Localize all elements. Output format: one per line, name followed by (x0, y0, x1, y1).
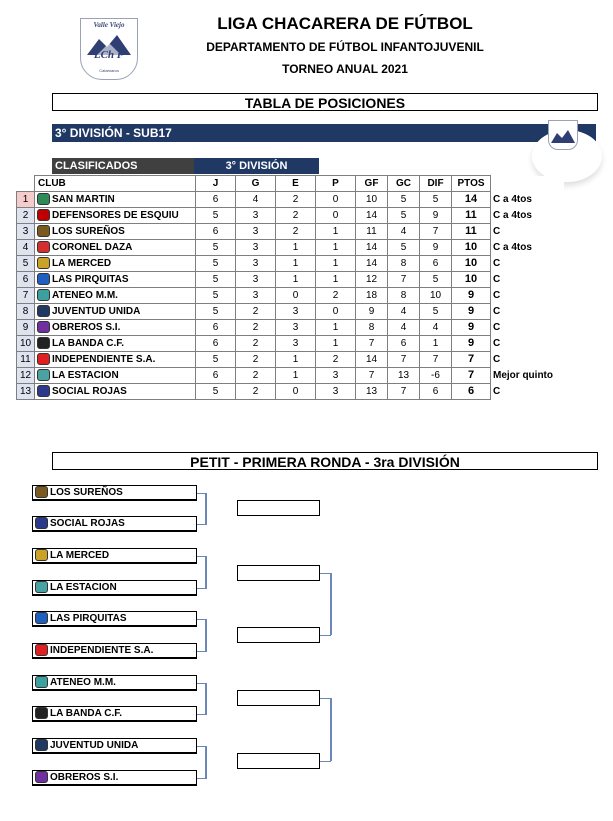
stat-pts: 10 (452, 240, 491, 256)
bracket-team-name: JUVENTUD UNIDA (50, 740, 139, 751)
stat-pts: 6 (452, 384, 491, 400)
bracket-connector (205, 493, 207, 524)
bracket-team-name: OBREROS S.I. (50, 772, 119, 783)
col-dif: DIF (420, 176, 452, 192)
bracket-connector (197, 714, 207, 715)
stat-g: 4 (236, 192, 276, 208)
team-crest-icon (35, 739, 48, 751)
stat-dif: 7 (420, 352, 452, 368)
bracket-connector (197, 493, 207, 494)
bracket-title: PETIT - PRIMERA RONDA - 3ra DIVISIÓN (52, 452, 598, 470)
bracket-team-name: LA BANDA C.F. (50, 708, 123, 719)
stat-e: 0 (276, 384, 316, 400)
club-cell (35, 320, 196, 336)
stat-dif: -6 (420, 368, 452, 384)
club-cell (35, 272, 196, 288)
bracket-team-name: LA MERCED (50, 550, 110, 561)
rank-cell: 7 (17, 288, 35, 304)
club-crest-icon (37, 225, 50, 237)
qualification-note: C a 4tos (493, 210, 532, 221)
club-cell (35, 384, 196, 400)
mountain-small-icon (549, 127, 577, 147)
club-cell (35, 192, 196, 208)
note-header (491, 176, 564, 192)
rank-header (17, 176, 35, 192)
stat-gc: 8 (388, 288, 420, 304)
bracket-team-slot (32, 485, 197, 501)
stat-pts: 7 (452, 352, 491, 368)
stat-p: 0 (316, 304, 356, 320)
standings-title: TABLA DE POSICIONES (52, 93, 598, 111)
stat-gc: 5 (388, 192, 420, 208)
stat-j: 6 (196, 320, 236, 336)
stat-e: 3 (276, 320, 316, 336)
stat-p: 3 (316, 384, 356, 400)
stat-gf: 14 (356, 352, 388, 368)
club-name: LOS SUREÑOS (52, 226, 125, 237)
stat-gc: 7 (388, 352, 420, 368)
stat-pts: 9 (452, 320, 491, 336)
stat-j: 5 (196, 272, 236, 288)
club-crest-icon (37, 273, 50, 285)
club-crest-icon (37, 353, 50, 365)
bracket-team-slot (32, 738, 197, 754)
rank-cell: 10 (17, 336, 35, 352)
stat-dif: 9 (420, 240, 452, 256)
department-title: DEPARTAMENTO DE FÚTBOL INFANTOJUVENIL (206, 40, 484, 54)
team-crest-icon (35, 644, 48, 656)
standings-table (16, 175, 564, 400)
rank-cell: 3 (17, 224, 35, 240)
division-bar: 3° DIVISIÓN - SUB17 (52, 124, 596, 142)
club-crest-icon (37, 305, 50, 317)
bracket-team-slot (32, 706, 197, 722)
stat-g: 2 (236, 384, 276, 400)
stat-g: 3 (236, 288, 276, 304)
bracket-team-name: LOS SUREÑOS (50, 487, 123, 498)
rank-cell: 13 (17, 384, 35, 400)
stat-e: 3 (276, 336, 316, 352)
stat-gc: 5 (388, 240, 420, 256)
stat-gc: 13 (388, 368, 420, 384)
club-crest-icon (37, 257, 50, 269)
stat-j: 6 (196, 368, 236, 384)
stat-p: 0 (316, 192, 356, 208)
qualification-note: C (493, 306, 501, 317)
stat-j: 6 (196, 224, 236, 240)
stat-j: 6 (196, 192, 236, 208)
rank-cell: 5 (17, 256, 35, 272)
club-cell (35, 240, 196, 256)
bracket-winner-slot (237, 500, 320, 516)
team-crest-icon (35, 771, 48, 783)
club-crest-icon (37, 289, 50, 301)
stat-j: 5 (196, 256, 236, 272)
club-name: LA ESTACION (52, 370, 119, 381)
team-crest-icon (35, 549, 48, 561)
club-name: CORONEL DAZA (52, 242, 133, 253)
bracket-connector (197, 651, 207, 652)
table-row (17, 384, 564, 400)
col-j: J (196, 176, 236, 192)
stat-p: 1 (316, 320, 356, 336)
rank-cell: 12 (17, 368, 35, 384)
team-crest-icon (35, 676, 48, 688)
bracket-team-name: LAS PIRQUITAS (50, 613, 127, 624)
bracket-connector (205, 556, 207, 588)
stat-gf: 11 (356, 224, 388, 240)
table-row (17, 304, 564, 320)
stat-gf: 14 (356, 208, 388, 224)
bracket-winner-slot (237, 753, 320, 769)
stat-g: 2 (236, 304, 276, 320)
club-name: ATENEO M.M. (52, 290, 118, 301)
bracket-connector (205, 619, 207, 651)
stat-gc: 5 (388, 208, 420, 224)
rank-cell: 1 (17, 192, 35, 208)
stat-p: 1 (316, 256, 356, 272)
club-name: SOCIAL ROJAS (52, 386, 127, 397)
bracket-team-slot (32, 611, 197, 627)
stat-g: 2 (236, 368, 276, 384)
stat-gc: 7 (388, 384, 420, 400)
club-cell (35, 208, 196, 224)
stat-dif: 5 (420, 304, 452, 320)
tournament-title: TORNEO ANUAL 2021 (282, 62, 408, 76)
club-cell (35, 304, 196, 320)
stat-gf: 7 (356, 368, 388, 384)
stat-gc: 7 (388, 272, 420, 288)
stat-gf: 7 (356, 336, 388, 352)
bracket-winner-slot (237, 627, 320, 643)
club-name: DEFENSORES DE ESQUIU (52, 210, 179, 221)
team-crest-icon (35, 581, 48, 593)
table-row (17, 208, 564, 224)
col-club: CLUB (35, 176, 196, 192)
rank-cell: 4 (17, 240, 35, 256)
stat-e: 2 (276, 224, 316, 240)
stat-pts: 10 (452, 272, 491, 288)
col-ptos: PTOS (452, 176, 491, 192)
table-row (17, 192, 564, 208)
stat-gf: 14 (356, 240, 388, 256)
club-crest-icon (37, 209, 50, 221)
stat-g: 2 (236, 320, 276, 336)
stat-pts: 9 (452, 336, 491, 352)
bracket-team-slot (32, 516, 197, 532)
logo-subtext: Catamarca (99, 68, 119, 73)
stat-gc: 4 (388, 224, 420, 240)
stat-e: 1 (276, 256, 316, 272)
stat-gc: 4 (388, 320, 420, 336)
club-name: LA BANDA C.F. (52, 338, 125, 349)
stat-dif: 7 (420, 224, 452, 240)
club-name: INDEPENDIENTE S.A. (52, 354, 156, 365)
bracket-team-slot (32, 580, 197, 596)
qualification-note: C (493, 386, 501, 397)
stat-p: 1 (316, 336, 356, 352)
qualification-note: C (493, 354, 501, 365)
stat-e: 0 (276, 288, 316, 304)
stat-e: 1 (276, 240, 316, 256)
club-name: OBREROS S.I. (52, 322, 121, 333)
stat-gf: 18 (356, 288, 388, 304)
bracket-connector (320, 635, 331, 636)
club-cell (35, 368, 196, 384)
bracket-winner-slot (237, 690, 320, 706)
bracket-team-slot (32, 675, 197, 691)
stat-e: 3 (276, 304, 316, 320)
stat-j: 5 (196, 384, 236, 400)
stat-dif: 9 (420, 208, 452, 224)
stat-gc: 6 (388, 336, 420, 352)
club-cell (35, 256, 196, 272)
stat-e: 1 (276, 352, 316, 368)
stat-j: 5 (196, 304, 236, 320)
bracket-connector (320, 698, 331, 699)
stat-g: 3 (236, 256, 276, 272)
team-crest-icon (35, 707, 48, 719)
stat-p: 1 (316, 272, 356, 288)
rank-cell: 6 (17, 272, 35, 288)
bracket-connector (330, 573, 332, 635)
table-row (17, 336, 564, 352)
team-crest-icon (35, 612, 48, 624)
team-crest-icon (35, 517, 48, 529)
bracket-connector (197, 746, 207, 747)
stat-g: 3 (236, 240, 276, 256)
logo-letters: LCh F (93, 49, 125, 61)
qualification-note: C (493, 338, 501, 349)
stat-g: 3 (236, 208, 276, 224)
qualification-note: Mejor quinto (493, 370, 553, 381)
table-row (17, 368, 564, 384)
stat-dif: 6 (420, 384, 452, 400)
bracket-connector (330, 698, 332, 761)
standings-header-row (17, 176, 564, 192)
stat-gf: 8 (356, 320, 388, 336)
stat-dif: 1 (420, 336, 452, 352)
club-cell (35, 336, 196, 352)
stat-p: 0 (316, 208, 356, 224)
table-row (17, 352, 564, 368)
club-cell (35, 224, 196, 240)
club-name: SAN MARTIN (52, 194, 115, 205)
stat-j: 6 (196, 336, 236, 352)
stat-gf: 9 (356, 304, 388, 320)
club-cell (35, 288, 196, 304)
bracket-winner-slot (237, 565, 320, 581)
stat-p: 2 (316, 288, 356, 304)
bracket-team-name: ATENEO M.M. (50, 677, 116, 688)
qualification-note: C (493, 226, 501, 237)
bracket-connector (197, 588, 207, 589)
stat-e: 1 (276, 272, 316, 288)
stat-g: 2 (236, 336, 276, 352)
qualification-note: C a 4tos (493, 194, 532, 205)
qualification-note: C (493, 274, 501, 285)
table-row (17, 240, 564, 256)
club-crest-icon (37, 321, 50, 333)
bracket-connector (320, 761, 331, 762)
rank-cell: 8 (17, 304, 35, 320)
stat-j: 5 (196, 352, 236, 368)
stat-j: 5 (196, 288, 236, 304)
stat-pts: 11 (452, 208, 491, 224)
club-name: LAS PIRQUITAS (52, 274, 129, 285)
stat-e: 1 (276, 368, 316, 384)
stat-dif: 5 (420, 192, 452, 208)
table-row (17, 288, 564, 304)
stat-dif: 4 (420, 320, 452, 336)
stat-dif: 6 (420, 256, 452, 272)
table-row (17, 256, 564, 272)
stat-p: 2 (316, 352, 356, 368)
stat-pts: 14 (452, 192, 491, 208)
rank-cell: 9 (17, 320, 35, 336)
col-gf: GF (356, 176, 388, 192)
table-row (17, 224, 564, 240)
bracket-connector (197, 556, 207, 557)
division-header: 3° DIVISIÓN (194, 158, 319, 174)
stat-pts: 7 (452, 368, 491, 384)
bracket-connector (197, 778, 207, 779)
stat-gf: 14 (356, 256, 388, 272)
qualification-note: C (493, 258, 501, 269)
team-crest-icon (35, 486, 48, 498)
stat-gc: 8 (388, 256, 420, 272)
club-name: JUVENTUD UNIDA (52, 306, 141, 317)
stat-j: 5 (196, 240, 236, 256)
club-cell (35, 352, 196, 368)
club-crest-icon (37, 385, 50, 397)
stat-gf: 12 (356, 272, 388, 288)
stat-pts: 9 (452, 288, 491, 304)
league-logo (80, 18, 138, 80)
stat-e: 2 (276, 192, 316, 208)
bracket-connector (205, 683, 207, 714)
bracket-connector (197, 619, 207, 620)
league-title: LIGA CHACARERA DE FÚTBOL (217, 14, 473, 33)
stat-dif: 5 (420, 272, 452, 288)
bracket-team-slot (32, 770, 197, 786)
col-g: G (236, 176, 276, 192)
clasificados-label: CLASIFICADOS (52, 158, 194, 174)
stat-p: 1 (316, 240, 356, 256)
bracket-team-slot (32, 548, 197, 564)
stat-p: 1 (316, 224, 356, 240)
bracket-connector (197, 524, 207, 525)
club-crest-icon (37, 241, 50, 253)
stat-g: 3 (236, 272, 276, 288)
stat-g: 2 (236, 352, 276, 368)
club-name: LA MERCED (52, 258, 112, 269)
stat-p: 3 (316, 368, 356, 384)
bracket-team-name: INDEPENDIENTE S.A. (50, 645, 154, 656)
stat-pts: 9 (452, 304, 491, 320)
qualification-note: C (493, 322, 501, 333)
col-e: E (276, 176, 316, 192)
table-row (17, 320, 564, 336)
league-badge-small (548, 120, 578, 150)
bracket-team-name: LA ESTACION (50, 582, 117, 593)
stat-gf: 10 (356, 192, 388, 208)
club-crest-icon (37, 337, 50, 349)
stat-pts: 11 (452, 224, 491, 240)
table-row (17, 272, 564, 288)
club-crest-icon (37, 193, 50, 205)
stat-e: 2 (276, 208, 316, 224)
col-gc: GC (388, 176, 420, 192)
qualification-note: C a 4tos (493, 242, 532, 253)
rank-cell: 2 (17, 208, 35, 224)
bracket-team-name: SOCIAL ROJAS (50, 518, 125, 529)
bracket-team-slot (32, 643, 197, 659)
bracket-connector (205, 746, 207, 778)
stat-j: 5 (196, 208, 236, 224)
logo-text: Valle Viejo (93, 21, 125, 29)
stat-gc: 4 (388, 304, 420, 320)
stat-pts: 10 (452, 256, 491, 272)
rank-cell: 11 (17, 352, 35, 368)
stat-dif: 10 (420, 288, 452, 304)
qualification-note: C (493, 290, 501, 301)
stat-g: 3 (236, 224, 276, 240)
stat-gf: 13 (356, 384, 388, 400)
bracket-connector (197, 683, 207, 684)
club-crest-icon (37, 369, 50, 381)
col-p: P (316, 176, 356, 192)
bracket-connector (320, 573, 331, 574)
